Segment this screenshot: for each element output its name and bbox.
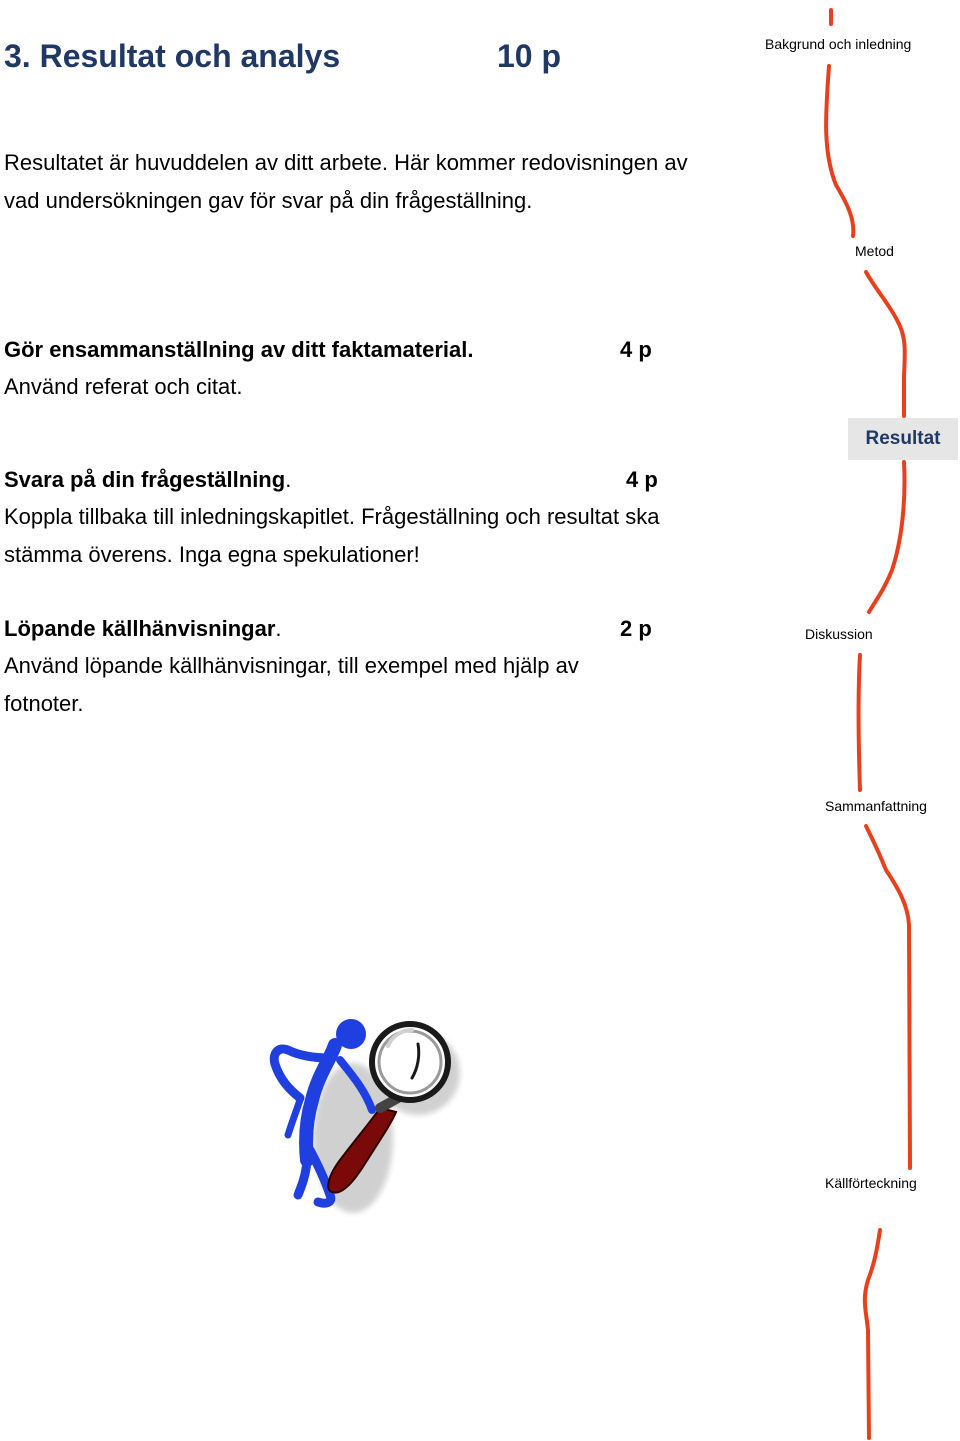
sidebar-label-metod: Metod xyxy=(855,243,894,259)
sidebar-label-sammanfattning: Sammanfattning xyxy=(825,798,927,814)
page-title-points: 10 p xyxy=(497,38,562,74)
sidebar-label-diskussion: Diskussion xyxy=(805,626,873,642)
section-3-line: fotnoter. xyxy=(4,691,84,716)
sidebar-label-kallforteckning: Källförteckning xyxy=(825,1175,917,1191)
section-1-line: Använd referat och citat. xyxy=(4,374,243,399)
section-3-title: Löpande källhänvisningar xyxy=(4,616,276,641)
section-3-points: 2 p xyxy=(620,616,652,641)
sidebar-label-resultat-current: Resultat xyxy=(848,418,958,460)
section-2-title-suffix: . xyxy=(285,467,292,492)
section-1-title: Gör ensammanställning av ditt faktamaterial. xyxy=(4,337,474,362)
section-1-points: 4 p xyxy=(620,337,652,362)
sidebar-label-bakgrund: Bakgrund och inledning xyxy=(765,36,912,52)
page-title: 3. Resultat och analys xyxy=(4,38,341,74)
section-3-line: Använd löpande källhänvisningar, till exempel med hjälp av xyxy=(4,653,579,678)
section-2-title: Svara på din frågeställning xyxy=(4,467,286,492)
section-3-title-suffix: . xyxy=(275,616,282,641)
section-2-line: Koppla tillbaka till inledningskapitlet. Frågeställning och resultat ska xyxy=(4,504,660,529)
section-2-line: stämma överens. Inga egna spekulationer! xyxy=(4,542,420,567)
section-2-points: 4 p xyxy=(626,467,658,492)
intro-paragraph: Resultatet är huvuddelen av ditt arbete. Här kommer redovisningen av vad undersökningen gav för svar på din frågeställning. xyxy=(4,150,688,213)
